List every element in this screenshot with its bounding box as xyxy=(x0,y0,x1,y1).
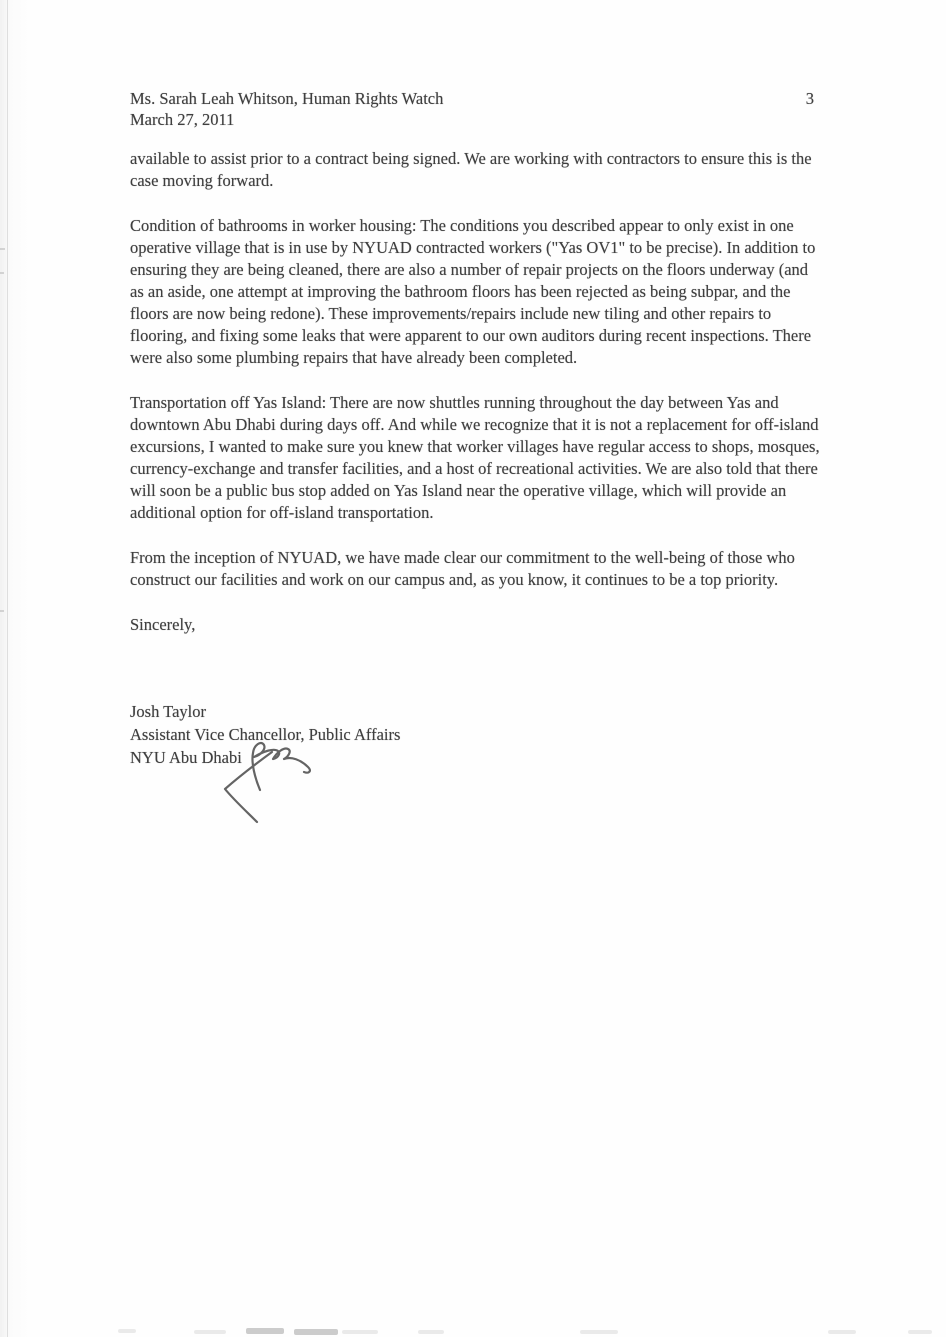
signature-block xyxy=(130,700,822,769)
scan-artifact xyxy=(118,1329,136,1333)
paragraph-contract-assist: available to assist prior to a contract being signed. We are working with contractors to ensure this is the case moving forward. xyxy=(130,149,812,190)
scan-artifact xyxy=(418,1330,444,1334)
scan-artifact xyxy=(580,1330,618,1334)
scan-artifact xyxy=(0,272,4,274)
scan-artifact xyxy=(0,248,5,250)
paragraph-bathroom-conditions: Condition of bathrooms in worker housing: The conditions you described appear to only exist in one operative village that is in use by NYUAD contracted workers ("Yas OV1" to be precise). In addition to ensuring they are being cleaned, there are also a number of repair projects on the floors underway (and as an aside, one attempt at improving the bathroom floors has been rejected as being subpar, and the floors are now being redone). These improvements/repairs include new tiling and other repairs to flooring, and fixing some leaks that were apparent to our own auditors during recent inspections. There were also some plumbing repairs that have already been completed. xyxy=(130,216,816,367)
letter-body xyxy=(130,88,822,769)
date-line: March 27, 2011 xyxy=(130,110,235,129)
page-number: 3 xyxy=(805,89,814,108)
signatory-name: Josh Taylor xyxy=(130,702,206,721)
paragraph-commitment: From the inception of NYUAD, we have made clear our commitment to the well-being of those who construct our facilities and work on our campus and, as you know, it continues to be a top priority. xyxy=(130,548,795,589)
letter-header xyxy=(130,88,822,130)
scan-artifact xyxy=(0,610,4,612)
scan-artifact xyxy=(194,1330,226,1334)
closing-salutation: Sincerely, xyxy=(130,615,196,634)
scan-artifact xyxy=(828,1330,856,1334)
scan-artifact xyxy=(246,1328,284,1334)
paragraph-transportation: Transportation off Yas Island: There are now shuttles running throughout the day between Yas and downtown Abu Dhabi during days off. And while we recognize that it is not a replacement for off-island excursions, I wanted to make sure you knew that worker villages have regular access to shops, mosques, currency-exchange and transfer facilities, and a host of recreational activities. We are also told that there will soon be a public bus stop added on Yas Island near the operative village, which will provide an additional option for off-island transportation. xyxy=(130,393,820,522)
recipient-line: Ms. Sarah Leah Whitson, Human Rights Watch xyxy=(130,89,444,108)
scan-artifact xyxy=(342,1330,378,1334)
header-left xyxy=(130,88,443,130)
scan-artifact xyxy=(908,1330,932,1334)
scan-artifact xyxy=(294,1329,338,1335)
signatory-title: Assistant Vice Chancellor, Public Affairs xyxy=(130,725,401,744)
scan-edge-line xyxy=(7,0,8,1337)
signatory-organization: NYU Abu Dhabi xyxy=(130,748,242,767)
